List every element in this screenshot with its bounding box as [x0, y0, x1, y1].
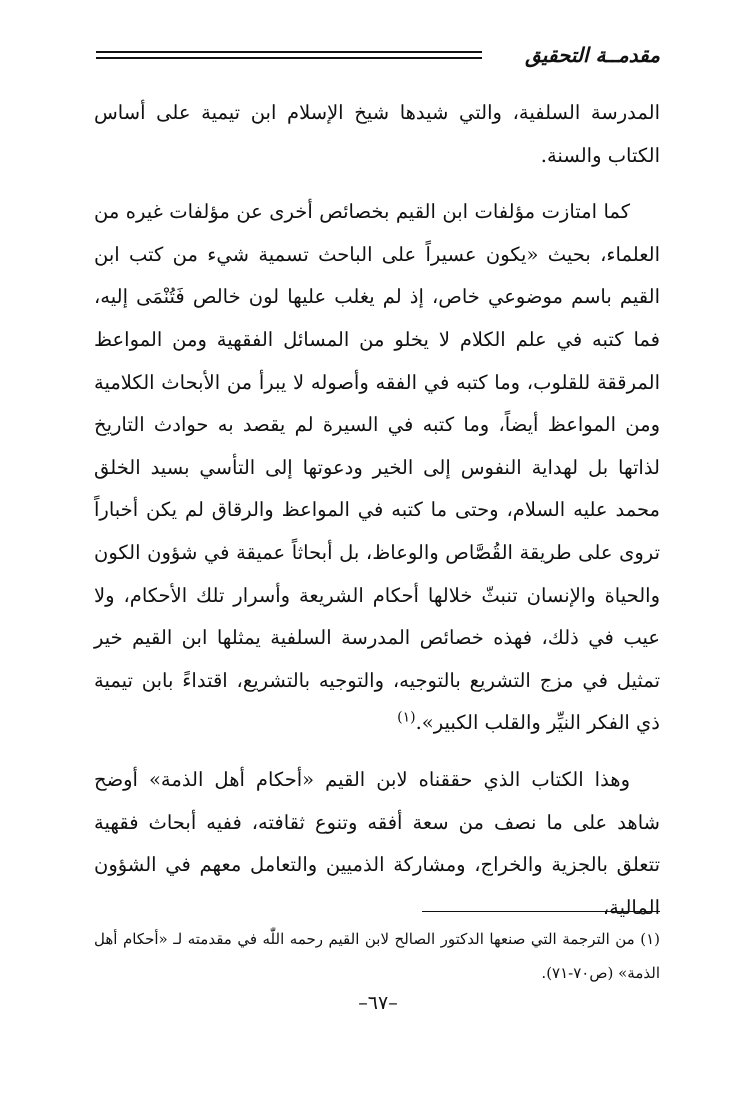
- main-text: [94, 92, 660, 929]
- footnote-reference: (١): [397, 709, 416, 726]
- paragraph-3: وهذا الكتاب الذي حققناه لابن القيم «أحكام أهل الذمة» أوضح شاهد على ما نصف من سعة أفقه وتنوع ثقافته، ففيه أبحاث فقهية تتعلق بالجزية والخراج، ومشاركة الذميين والتعامل معهم في الشؤون المالية،: [94, 767, 660, 919]
- page-header: [96, 40, 660, 70]
- paragraph-2-text: كما امتازت مؤلفات ابن القيم بخصائص أخرى عن مؤلفات غيره من العلماء، بحيث «يكون عسيراً على الباحث تسمية شيء من كتب ابن القيم باسم موضوعي خاص، إذ لم يغلب عليها لون خالص فَتُنْمَى إليه، فما كتبه في علم الكلام لا يخلو من المسائل الفقهية ومن المواعظ المرققة للقلوب، وما كتبه في الفقه وأصوله لا يبرأ من الأبحاث الكلامية ومن المواعظ أيضاً، وما كتبه في السيرة لم يقصد به حوادث التاريخ لذاتها بل لهداية النفوس إلى الخير ودعوتها إلى التأسي بسيد الخلق محمد عليه السلام، وحتى ما كتبه في المواعظ والرقاق لم يكن أخباراً تروى على طريقة القُصَّاص والوعاظ، بل أبحاثاً عميقة في شؤون الكون والحياة والإنسان تنبثّ خلالها أحكام الشريعة وأسرار تلك الأحكام، ولا عيب في ذلك، فهذه خصائص المدرسة السلفية يمثلها ابن القيم خير تمثيل في مزج التشريع بالتوجيه، والتوجيه بالتشريع، اقتداءً بابن تيمية ذي الفكر النيِّر والقلب الكبير».: [94, 200, 660, 735]
- paragraph-1: المدرسة السلفية، والتي شيدها شيخ الإسلام ابن تيمية على أساس الكتاب والسنة.: [94, 101, 660, 167]
- header-double-rule: [96, 51, 482, 59]
- paragraph-2: [94, 191, 660, 745]
- page-number: –٦٧–: [358, 992, 398, 1014]
- footnote-separator: [422, 911, 660, 912]
- footnote-text: (١) من الترجمة التي صنعها الدكتور الصالح لابن القيم رحمه اللّٰه في مقدمته لـ «أحكام أهل الذمة» (ص٧٠-٧١).: [94, 930, 660, 982]
- footnote-area: [94, 922, 660, 990]
- running-head-title: مقدمــة التحقيق: [525, 43, 660, 67]
